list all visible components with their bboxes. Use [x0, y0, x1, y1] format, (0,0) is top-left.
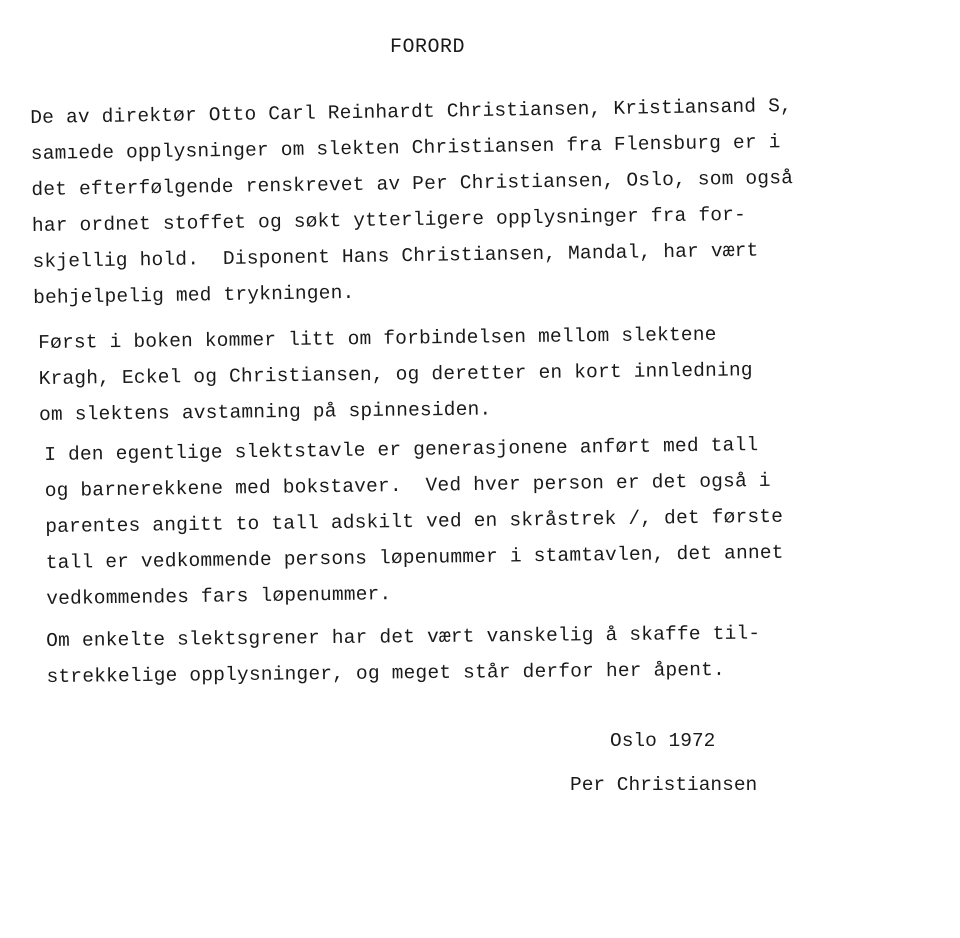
- text-line: det efterfølgende renskrevet av Per Christiansen, Oslo, som også: [31, 167, 794, 201]
- text-line: tall er vedkommende persons løpenummer i stamtavlen, det annet: [45, 541, 784, 574]
- text-line: har ordnet stoffet og søkt ytterligere opplysninger fra for-: [31, 203, 747, 237]
- text-line: vedkommendes fars løpenummer.: [46, 583, 392, 610]
- text-line: Kragh, Eckel og Christiansen, og deretter en kort innledning: [38, 359, 753, 390]
- text-line: parentes angitt to tall adskilt ved en skråstrek /, det første: [45, 505, 784, 538]
- text-line: Om enkelte slektsgrener har det vært vanskelig å skaffe til-: [46, 622, 761, 652]
- text-line: om slektens avstamning på spinnesiden.: [38, 398, 492, 426]
- text-line: samıede opplysninger om slekten Christiansen fra Flensburg er i: [30, 131, 781, 165]
- signature-name: Per Christiansen: [570, 774, 758, 796]
- place-date: Oslo 1972: [610, 730, 716, 752]
- paragraph-3: [44, 424, 960, 617]
- text-line: De av direktør Otto Carl Reinhardt Christiansen, Kristiansand S,: [30, 95, 793, 129]
- text-line: Først i boken kommer litt om forbindelsen mellom slektene: [38, 323, 717, 354]
- document-title: FORORD: [390, 36, 466, 59]
- text-line: skjellig hold. Disponent Hans Christiansen, Mandal, har vært: [32, 239, 759, 273]
- paragraph-1: [30, 86, 953, 316]
- paragraph-4: [46, 613, 960, 695]
- text-line: strekkelige opplysninger, og meget står derfor her åpent.: [46, 658, 726, 688]
- text-line: I den egentlige slektstavle er generasjonene anført med tall: [44, 434, 759, 466]
- text-line: og barnerekkene med bokstaver. Ved hver person er det også i: [44, 469, 771, 502]
- text-line: behjelpelig med trykningen.: [32, 281, 355, 309]
- paragraph-2: [38, 314, 959, 433]
